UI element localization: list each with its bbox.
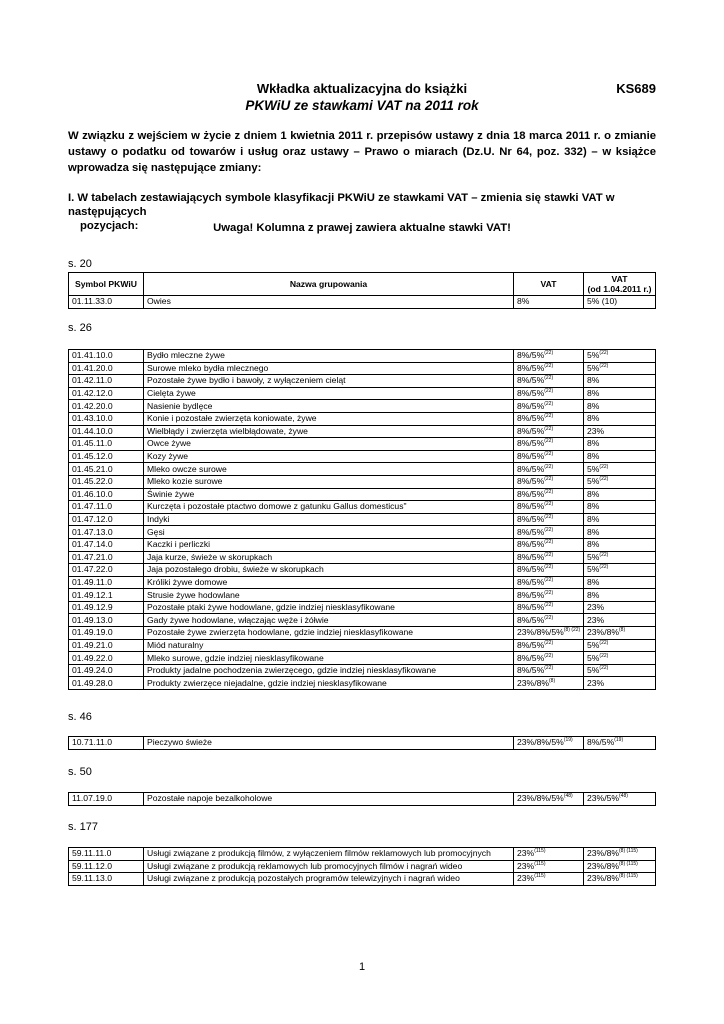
vat-old-cell: 8%/5%$^{(22)}$ <box>514 412 584 425</box>
vat-old-cell: 23%/8%/5%$^{(8) (22)}$ <box>514 627 584 640</box>
footnote-ref: (22) <box>544 602 554 609</box>
footnote-ref: (22) <box>544 526 554 533</box>
footnote-ref: (115) <box>534 848 546 855</box>
table-row <box>69 438 656 451</box>
footnote-ref: (22) <box>544 400 554 407</box>
vat-old-cell: 23%$^{(115)}$ <box>514 848 584 861</box>
vat-new-cell: 5%$^{(22)}$ <box>584 564 656 577</box>
symbol-cell: 01.49.22.0 <box>69 652 144 665</box>
table-row <box>69 463 656 476</box>
footnote-ref: (22) <box>599 652 609 659</box>
symbol-cell: 01.11.33.0 <box>69 296 144 309</box>
table-row <box>69 362 656 375</box>
table-row <box>69 737 656 750</box>
symbol-cell: 01.43.10.0 <box>69 412 144 425</box>
vat-old-cell: 23%/8%/5%$^{(19)}$ <box>514 737 584 750</box>
name-cell: Jaja pozostałego drobiu, świeże w skorupkach <box>144 564 514 577</box>
symbol-cell: 59.11.12.0 <box>69 860 144 873</box>
header-vat: VAT <box>514 273 584 296</box>
footnote-ref: (19) <box>614 737 624 744</box>
page-label-50: s. 50 <box>68 766 92 778</box>
footnote-ref: (22) <box>544 614 554 621</box>
vat-old-cell: 8%/5%$^{(22)}$ <box>514 576 584 589</box>
header-symbol: Symbol PKWiU <box>69 273 144 296</box>
footnote-ref: (22) <box>544 363 554 370</box>
symbol-cell: 11.07.19.0 <box>69 793 144 806</box>
table-row <box>69 652 656 665</box>
footnote-ref: (8) <box>619 627 626 634</box>
name-cell: Nasienie bydlęce <box>144 400 514 413</box>
page-label-20: s. 20 <box>68 258 92 270</box>
symbol-cell: 01.49.12.1 <box>69 589 144 602</box>
table-row <box>69 664 656 677</box>
name-cell: Usługi związane z produkcją filmów, z wyłączeniem filmów reklamowych lub promocyjnych <box>144 848 514 861</box>
table-row <box>69 589 656 602</box>
table-body <box>69 296 656 309</box>
vat-old-cell: 8%/5%$^{(22)}$ <box>514 614 584 627</box>
section-1-line-2: pozycjach: <box>80 220 139 232</box>
name-cell: Mleko surowe, gdzie indziej niesklasyfikowane <box>144 652 514 665</box>
name-cell: Usługi związane z produkcją reklamowych lub promocyjnych filmów i nagrań wideo <box>144 860 514 873</box>
name-cell: Gęsi <box>144 526 514 539</box>
symbol-cell: 59.11.11.0 <box>69 848 144 861</box>
name-cell: Usługi związane z produkcją pozostałych programów telewizyjnych i nagrań wideo <box>144 873 514 886</box>
vat-old-cell: 8%/5%$^{(22)}$ <box>514 652 584 665</box>
name-cell: Konie i pozostałe zwierzęta koniowate, żywe <box>144 412 514 425</box>
vat-new-cell: 5%$^{(22)}$ <box>584 652 656 665</box>
symbol-cell: 01.42.12.0 <box>69 387 144 400</box>
vat-old-cell: 8%/5%$^{(22)}$ <box>514 601 584 614</box>
name-cell: Mleko kozie surowe <box>144 475 514 488</box>
vat-old-cell: 8%/5%$^{(22)}$ <box>514 362 584 375</box>
title-line-2: PKWiU ze stawkami VAT na 2011 rok <box>245 98 479 113</box>
name-cell: Pozostałe ptaki żywe hodowlane, gdzie indziej niesklasyfikowane <box>144 601 514 614</box>
footnote-ref: (22) <box>544 551 554 558</box>
name-cell: Gady żywe hodowlane, włączając węże i żółwie <box>144 614 514 627</box>
footnote-ref: (22) <box>544 451 554 458</box>
table-row <box>69 488 656 501</box>
table-row <box>69 475 656 488</box>
name-cell: Owce żywe <box>144 438 514 451</box>
footnote-ref: (22) <box>544 426 554 432</box>
footnote-ref: (8) (22) <box>563 627 581 634</box>
vat-new-cell: 5%$^{(22)}$ <box>584 350 656 363</box>
vat-new-cell: 23%/5%$^{(48)}$ <box>584 793 656 806</box>
vat-new-cell: 5%$^{(22)}$ <box>584 664 656 677</box>
table-body <box>69 350 656 690</box>
symbol-cell: 01.42.20.0 <box>69 400 144 413</box>
vat-new-cell: 8% <box>584 412 656 425</box>
footnote-ref: (115) <box>534 861 546 868</box>
vat-old-cell: 8%/5%$^{(22)}$ <box>514 664 584 677</box>
table-row <box>69 350 656 363</box>
table-row <box>69 296 656 309</box>
vat-new-cell: 8% <box>584 387 656 400</box>
vat-old-cell: 23%/8%/5%$^{(48)}$ <box>514 793 584 806</box>
name-cell: Wielbłądy i zwierzęta wielbłądowate, żywe <box>144 425 514 438</box>
symbol-cell: 01.49.21.0 <box>69 639 144 652</box>
table-body <box>69 848 656 886</box>
name-cell: Pozostałe napoje bezalkoholowe <box>144 793 514 806</box>
vat-new-cell: 8% <box>584 438 656 451</box>
symbol-cell: 01.46.10.0 <box>69 488 144 501</box>
document-title <box>68 81 656 114</box>
vat-old-cell: 8%/5%$^{(22)}$ <box>514 538 584 551</box>
symbol-cell: 01.47.21.0 <box>69 551 144 564</box>
symbol-cell: 01.49.13.0 <box>69 614 144 627</box>
footnote-ref: (48) <box>563 793 573 800</box>
vat-new-cell: 23% <box>584 425 656 438</box>
vat-old-cell: 8%/5%$^{(22)}$ <box>514 387 584 400</box>
symbol-cell: 01.45.21.0 <box>69 463 144 476</box>
vat-table-s177 <box>68 847 656 886</box>
footnote-ref: (22) <box>544 652 554 659</box>
vat-new-cell: 5%$^{(22)}$ <box>584 639 656 652</box>
vat-new-cell: 23% <box>584 614 656 627</box>
vat-table-s50 <box>68 792 656 806</box>
name-cell: Cielęta żywe <box>144 387 514 400</box>
vat-old-cell: 23%/8%$^{(8)}$ <box>514 677 584 690</box>
table-row <box>69 387 656 400</box>
name-cell: Świnie żywe <box>144 488 514 501</box>
vat-old-cell: 8%/5%$^{(22)}$ <box>514 475 584 488</box>
vat-old-cell: 8%/5%$^{(22)}$ <box>514 375 584 388</box>
name-cell: Surowe mleko bydła mlecznego <box>144 362 514 375</box>
footnote-ref: (22) <box>544 388 554 395</box>
vat-new-cell: 8%/5%$^{(19)}$ <box>584 737 656 750</box>
vat-new-cell: 8% <box>584 538 656 551</box>
table-row <box>69 526 656 539</box>
vat-new-cell: 8% <box>584 526 656 539</box>
symbol-cell: 01.49.12.9 <box>69 601 144 614</box>
symbol-cell: 01.41.10.0 <box>69 350 144 363</box>
table-row <box>69 639 656 652</box>
table-row <box>69 425 656 438</box>
name-cell: Kaczki i perliczki <box>144 538 514 551</box>
footnote-ref: (22) <box>544 413 554 420</box>
page-label-26: s. 26 <box>68 322 92 334</box>
vat-new-cell: 8% <box>584 450 656 463</box>
footnote-ref: (22) <box>544 476 554 483</box>
symbol-cell: 01.47.22.0 <box>69 564 144 577</box>
vat-table-s46 <box>68 736 656 750</box>
name-cell: Pozostałe żywe zwierzęta hodowlane, gdzie indziej niesklasyfikowane <box>144 627 514 640</box>
table-row <box>69 551 656 564</box>
vat-old-cell: 8%/5%$^{(22)}$ <box>514 564 584 577</box>
name-cell: Produkty zwierzęce niejadalne, gdzie indziej niesklasyfikowane <box>144 677 514 690</box>
footnote-ref: (22) <box>599 640 609 647</box>
table-body <box>69 793 656 806</box>
name-cell: Kozy żywe <box>144 450 514 463</box>
table-row <box>69 848 656 861</box>
table-row <box>69 601 656 614</box>
footnote-ref: (22) <box>544 514 554 521</box>
symbol-cell: 01.49.11.0 <box>69 576 144 589</box>
vat-new-cell: 23%/8%$^{(8)}$ <box>584 627 656 640</box>
footnote-ref: (8) (115) <box>619 873 638 880</box>
vat-old-cell: 8%/5%$^{(22)}$ <box>514 551 584 564</box>
footnote-ref: (22) <box>544 564 554 571</box>
symbol-cell: 01.49.24.0 <box>69 664 144 677</box>
vat-old-cell: 23%$^{(115)}$ <box>514 873 584 886</box>
table-row <box>69 614 656 627</box>
footnote-ref: (22) <box>544 488 554 495</box>
symbol-cell: 01.44.10.0 <box>69 425 144 438</box>
symbol-cell: 01.47.14.0 <box>69 538 144 551</box>
footnote-ref: (22) <box>599 363 609 370</box>
name-cell: Owies <box>144 296 514 309</box>
footnote-ref: (22) <box>544 375 554 382</box>
vat-old-cell: 8%/5%$^{(22)}$ <box>514 425 584 438</box>
symbol-cell: 01.41.20.0 <box>69 362 144 375</box>
intro-paragraph: W związku z wejściem w życie z dniem 1 kwietnia 2011 r. przepisów ustawy z dnia 18 marca 2011 r. o zmianie ustawy o podatku od towarów i usług oraz ustawy – Prawo o miarach (Dz.U. Nr 64, poz. 332) – w książce wprowadza się następujące zmiany: <box>68 130 656 174</box>
vat-new-cell: 8% <box>584 513 656 526</box>
symbol-cell: 01.47.11.0 <box>69 501 144 514</box>
symbol-cell: 59.11.13.0 <box>69 873 144 886</box>
footnote-ref: (22) <box>544 665 554 672</box>
footnote-ref: (22) <box>544 589 554 596</box>
name-cell: Indyki <box>144 513 514 526</box>
footnote-ref: (8) <box>549 677 556 684</box>
table-body <box>69 737 656 750</box>
symbol-cell: 01.45.12.0 <box>69 450 144 463</box>
name-cell: Miód naturalny <box>144 639 514 652</box>
footnote-ref: (22) <box>544 577 554 584</box>
table-row <box>69 375 656 388</box>
footnote-ref: (8) (115) <box>619 861 638 868</box>
footnote-ref: (22) <box>544 438 554 445</box>
table-row <box>69 513 656 526</box>
vat-new-cell: 5%$^{(22)}$ <box>584 362 656 375</box>
footnote-ref: (8) (115) <box>619 848 638 855</box>
vat-table-s20 <box>68 272 656 309</box>
vat-new-cell: 23% <box>584 677 656 690</box>
table-row <box>69 564 656 577</box>
footnote-ref: (22) <box>599 350 609 357</box>
vat-new-cell: 23%/8%$^{(8) (115)}$ <box>584 848 656 861</box>
footnote-ref: (22) <box>599 564 609 571</box>
vat-new-cell: 5%$^{(22)}$ <box>584 463 656 476</box>
name-cell: Strusie żywe hodowlane <box>144 589 514 602</box>
page-number: 1 <box>358 961 366 973</box>
name-cell: Jaja kurze, świeże w skorupkach <box>144 551 514 564</box>
vat-old-cell: 8%/5%$^{(22)}$ <box>514 463 584 476</box>
vat-old-cell: 8%/5%$^{(22)}$ <box>514 513 584 526</box>
vat-new-cell: 8% <box>584 589 656 602</box>
table-row <box>69 412 656 425</box>
footnote-ref: (22) <box>599 551 609 558</box>
name-cell: Bydło mleczne żywe <box>144 350 514 363</box>
footnote-ref: (22) <box>544 350 554 357</box>
vat-old-cell: 8%/5%$^{(22)}$ <box>514 450 584 463</box>
table-row <box>69 860 656 873</box>
table-row <box>69 576 656 589</box>
header-name: Nazwa grupowania <box>144 273 514 296</box>
vat-new-cell: 5% (10) <box>584 296 656 309</box>
note: Uwaga! Kolumna z prawej zawiera aktualne stawki VAT! <box>213 222 511 234</box>
title-line-1: Wkładka aktualizacyjna do książki <box>256 81 468 96</box>
table-row <box>69 627 656 640</box>
vat-old-cell: 23%$^{(115)}$ <box>514 860 584 873</box>
vat-old-cell: 8%/5%$^{(22)}$ <box>514 639 584 652</box>
table-row <box>69 538 656 551</box>
name-cell: Pieczywo świeże <box>144 737 514 750</box>
symbol-cell: 01.47.13.0 <box>69 526 144 539</box>
symbol-cell: 01.49.28.0 <box>69 677 144 690</box>
vat-new-cell: 23%/8%$^{(8) (115)}$ <box>584 873 656 886</box>
vat-old-cell: 8%/5%$^{(22)}$ <box>514 488 584 501</box>
vat-new-cell: 8% <box>584 576 656 589</box>
symbol-cell: 01.47.12.0 <box>69 513 144 526</box>
name-cell: Produkty jadalne pochodzenia zwierzęcego, gdzie indziej niesklasyfikowane <box>144 664 514 677</box>
footnote-ref: (48) <box>619 793 628 800</box>
vat-new-cell: 5%$^{(22)}$ <box>584 475 656 488</box>
symbol-cell: 01.45.22.0 <box>69 475 144 488</box>
vat-old-cell: 8%/5%$^{(22)}$ <box>514 400 584 413</box>
vat-new-cell: 5%$^{(22)}$ <box>584 551 656 564</box>
symbol-cell: 01.45.11.0 <box>69 438 144 451</box>
page-label-177: s. 177 <box>68 821 98 833</box>
vat-new-cell: 23% <box>584 601 656 614</box>
footnote-ref: (22) <box>544 539 554 546</box>
table-row <box>69 450 656 463</box>
footnote-ref: (22) <box>599 463 609 470</box>
section-1-line-1: I. W tabelach zestawiających symbole klasyfikacji PKWiU ze stawkami VAT – zmienia się stawki VAT w następujących <box>68 192 615 218</box>
symbol-cell: 10.71.11.0 <box>69 737 144 750</box>
vat-old-cell: 8%/5%$^{(22)}$ <box>514 501 584 514</box>
table-row <box>69 793 656 806</box>
footnote-ref: (22) <box>544 640 554 647</box>
name-cell: Kurczęta i pozostałe ptactwo domowe z gatunku Gallus domesticus" <box>144 501 514 514</box>
vat-new-cell: 8% <box>584 488 656 501</box>
vat-old-cell: 8% <box>514 296 584 309</box>
name-cell: Pozostałe żywe bydło i bawoły, z wyłączeniem cieląt <box>144 375 514 388</box>
vat-old-cell: 8%/5%$^{(22)}$ <box>514 589 584 602</box>
table-header-row <box>69 273 656 296</box>
footnote-ref: (19) <box>563 737 573 744</box>
vat-new-cell: 8% <box>584 375 656 388</box>
vat-table-s26 <box>68 349 656 690</box>
vat-new-cell: 8% <box>584 501 656 514</box>
symbol-cell: 01.42.11.0 <box>69 375 144 388</box>
footnote-ref: (22) <box>599 476 609 483</box>
table-row <box>69 677 656 690</box>
symbol-cell: 01.49.19.0 <box>69 627 144 640</box>
vat-old-cell: 8%/5%$^{(22)}$ <box>514 526 584 539</box>
table-row <box>69 501 656 514</box>
footnote-ref: (22) <box>599 665 609 672</box>
header-vat-new: VAT (od 1.04.2011 r.) <box>584 273 656 296</box>
footnote-ref: (115) <box>534 873 546 880</box>
name-cell: Mleko owcze surowe <box>144 463 514 476</box>
page-label-46: s. 46 <box>68 711 92 723</box>
vat-new-cell: 23%/8%$^{(8) (115)}$ <box>584 860 656 873</box>
footnote-ref: (22) <box>544 501 554 508</box>
name-cell: Króliki żywe domowe <box>144 576 514 589</box>
product-code: KS689 <box>616 81 656 96</box>
table-row <box>69 873 656 886</box>
vat-new-cell: 8% <box>584 400 656 413</box>
vat-old-cell: 8%/5%$^{(22)}$ <box>514 350 584 363</box>
vat-old-cell: 8%/5%$^{(22)}$ <box>514 438 584 451</box>
table-row <box>69 400 656 413</box>
footnote-ref: (22) <box>544 463 554 470</box>
